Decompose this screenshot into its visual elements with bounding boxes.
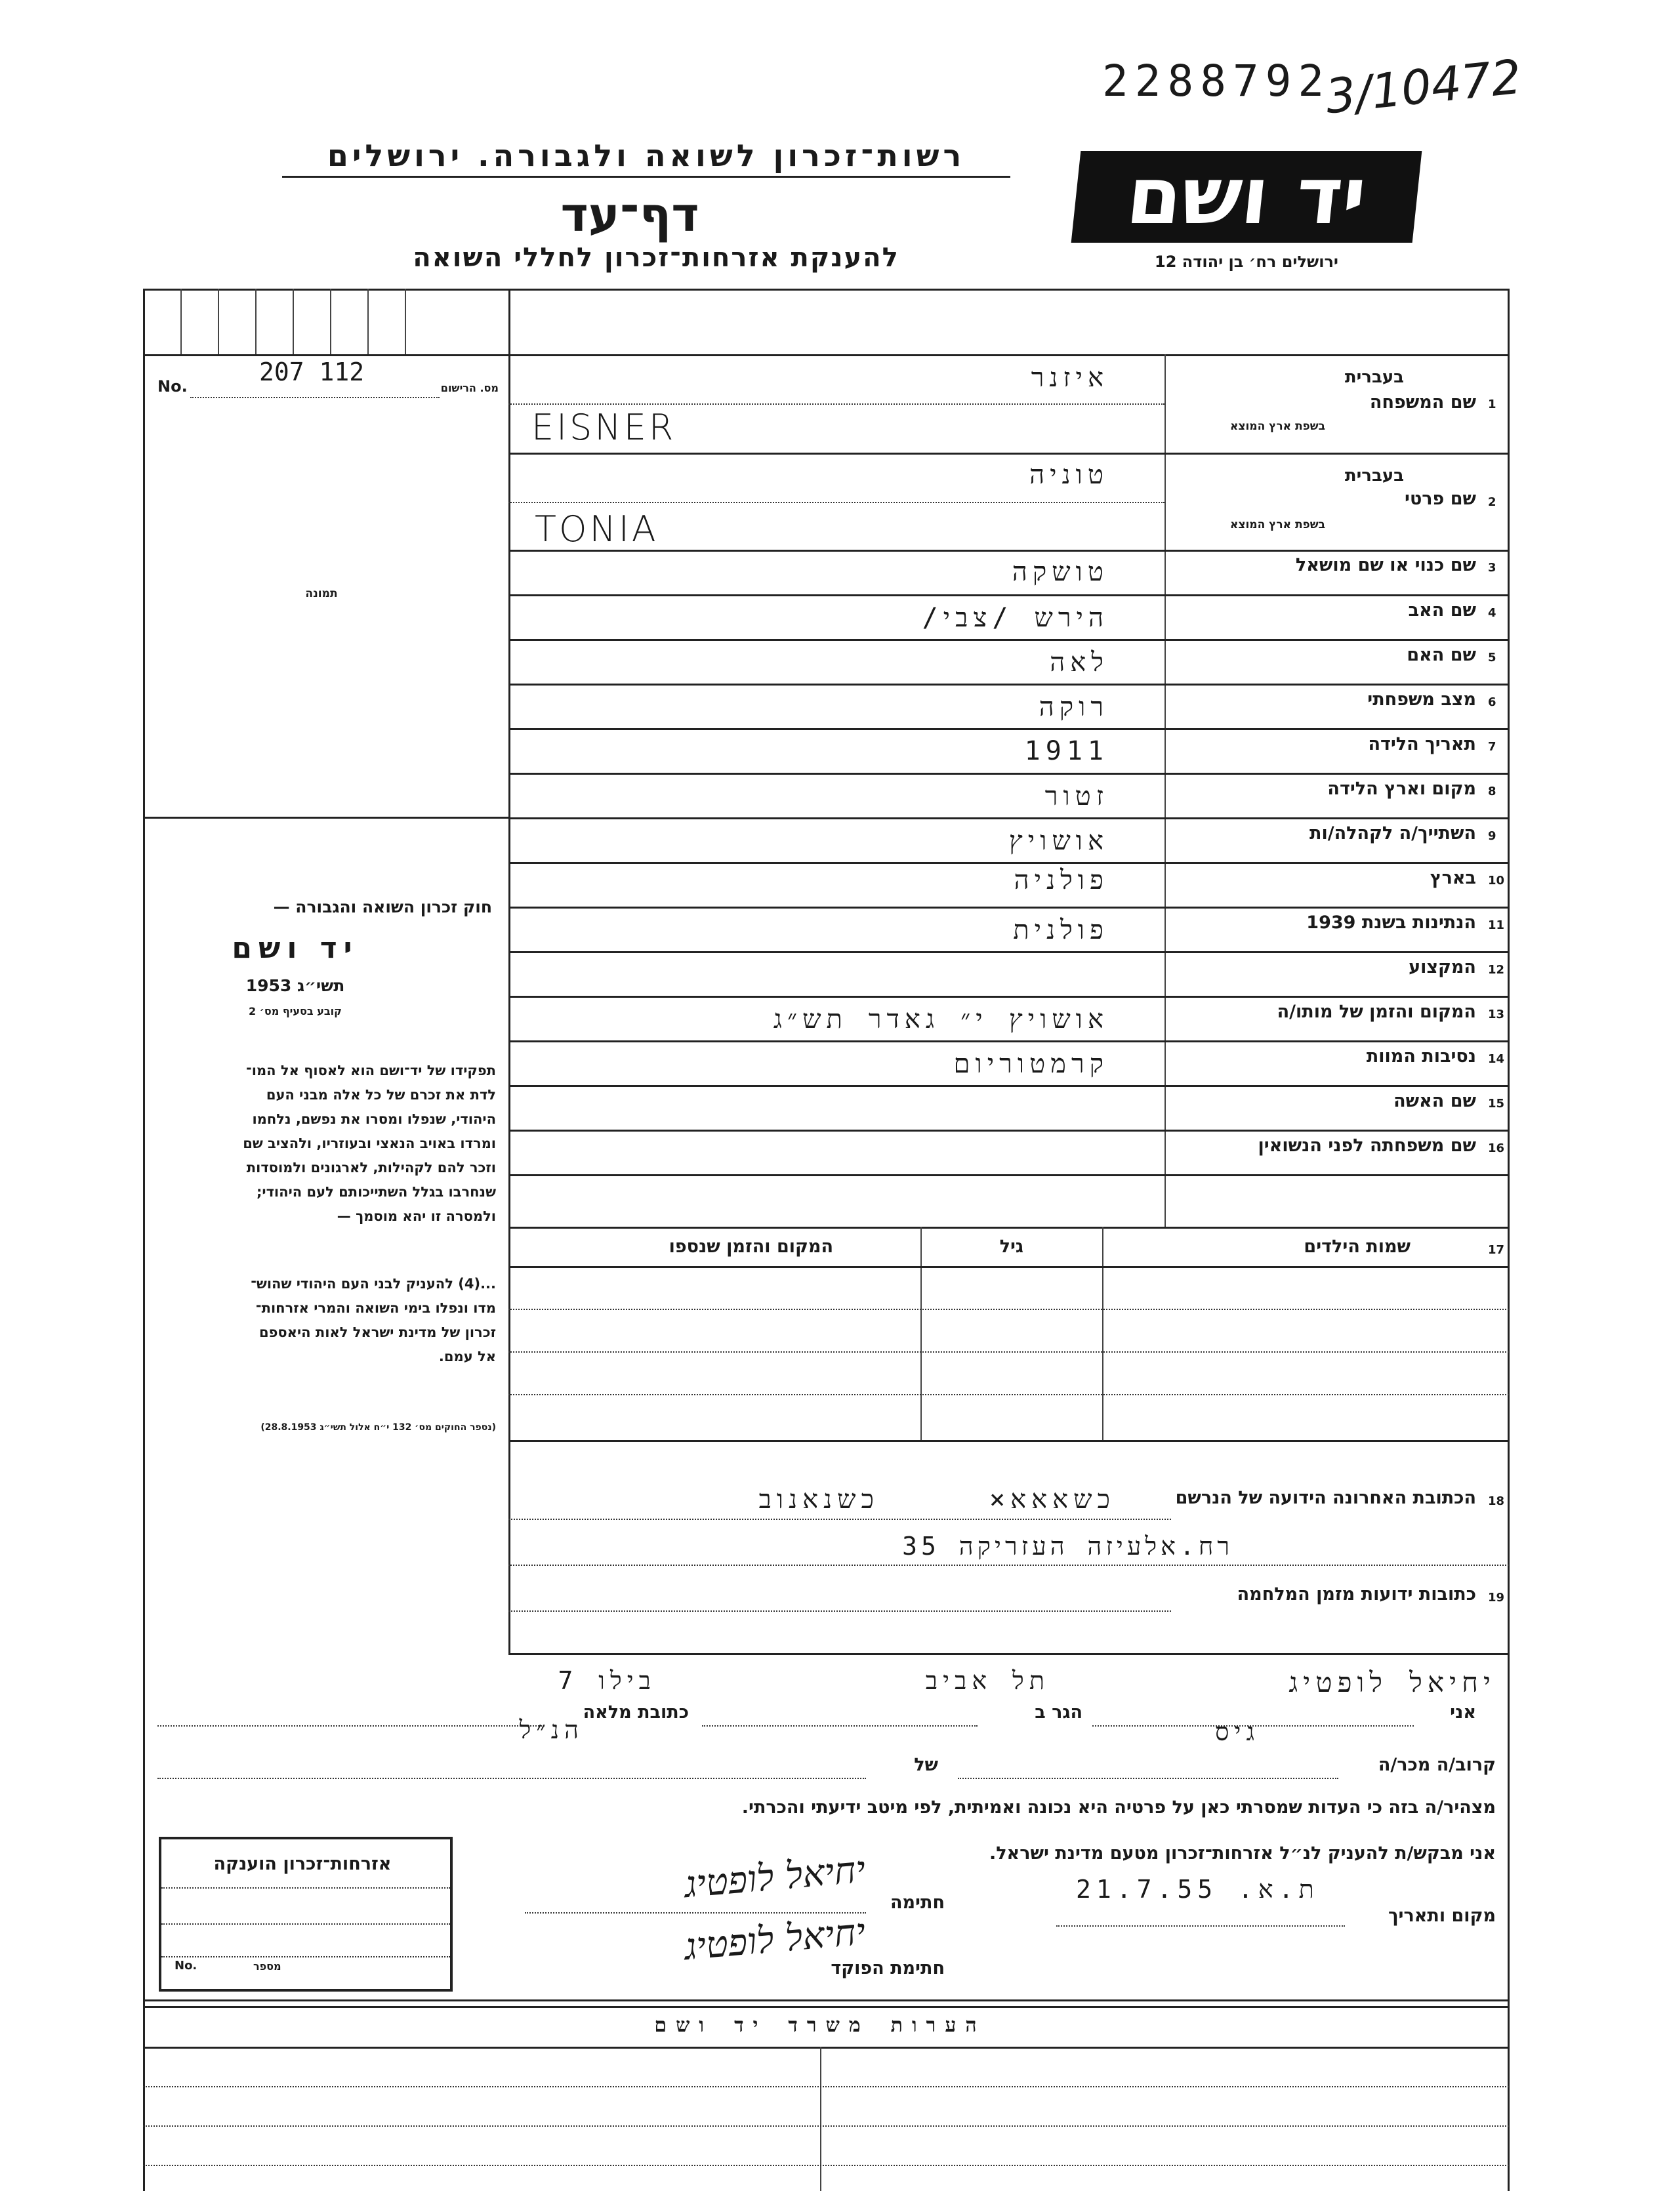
header-serial-handwritten: 3/10472: [1323, 49, 1524, 125]
last-address-street: רח.אלעיזה העזריקה 35: [902, 1532, 1233, 1561]
form-title: דף־עד: [560, 187, 699, 242]
law-citation: (נספר החוקים מס׳ 132 י״ח אלול תשי״ג 28.8.1953): [260, 1422, 496, 1433]
last-address-struck: כשאאא×: [989, 1485, 1115, 1515]
declaration-line-1: מצהיר/ה בזה כי העדות שמסרתי כאן על פרטיה היא נכונה ואמיתית, לפי מיטב ידיעתי והכרתי.: [741, 1797, 1496, 1818]
declarant-city: תל אביב: [925, 1666, 1050, 1695]
registration-value: 207 112: [259, 358, 365, 386]
law-year: תשי״ג 1953: [245, 976, 345, 995]
yad-vashem-logo: יד ושם: [1071, 151, 1422, 243]
registration-label: מס. הרישום: [440, 382, 499, 394]
declarant-name: יחיאל לופטיג: [1288, 1666, 1496, 1698]
first-name-hebrew: טוניה: [1029, 460, 1109, 490]
law-clause: קובע בסעיף מס׳ 2: [249, 1005, 342, 1017]
authority-underline: [282, 176, 1010, 178]
registration-no-label: No.: [157, 377, 188, 396]
declarant-street: בילו 7: [558, 1666, 656, 1695]
declarant-relation: גיס: [1214, 1717, 1260, 1746]
family-name-hebrew: איזנר: [1031, 363, 1109, 393]
declarant-of-value: הנ״ל: [519, 1715, 584, 1744]
clerk-signature: יחיאל לופטיג: [682, 1910, 867, 1969]
header-serial: 2288792: [1102, 56, 1331, 106]
law-name: יד ושם: [232, 932, 359, 965]
photo-label: תמונה: [305, 587, 338, 600]
family-name-latin: EISNER: [531, 407, 676, 448]
law-title: חוק זכרון השואה והגבורה —: [273, 897, 492, 916]
declaration-line-2: אני מבקש/ת להעניק לנ״ל אזרחות־זכרון מטעם מדינת ישראל.: [989, 1843, 1496, 1864]
logo-address: ירושלים רח׳ בן יהודה 12: [1155, 253, 1338, 271]
authority-title: רשות־זכרון לשואה ולגבורה. ירושלים: [327, 138, 966, 173]
declarant-signature: יחיאל לופטיג: [682, 1848, 867, 1907]
first-name-latin: TONIA: [535, 508, 659, 550]
form-subtitle: להענקת אזרחות־זכרון לחללי השואה: [413, 243, 899, 273]
citizenship-granted-box: אזרחות־זכרון הוענקה No. מספר: [159, 1837, 453, 1992]
place-date-value: ת.א. 21.7.55: [1076, 1875, 1319, 1904]
last-address-city: כשנאנוב: [758, 1485, 879, 1515]
